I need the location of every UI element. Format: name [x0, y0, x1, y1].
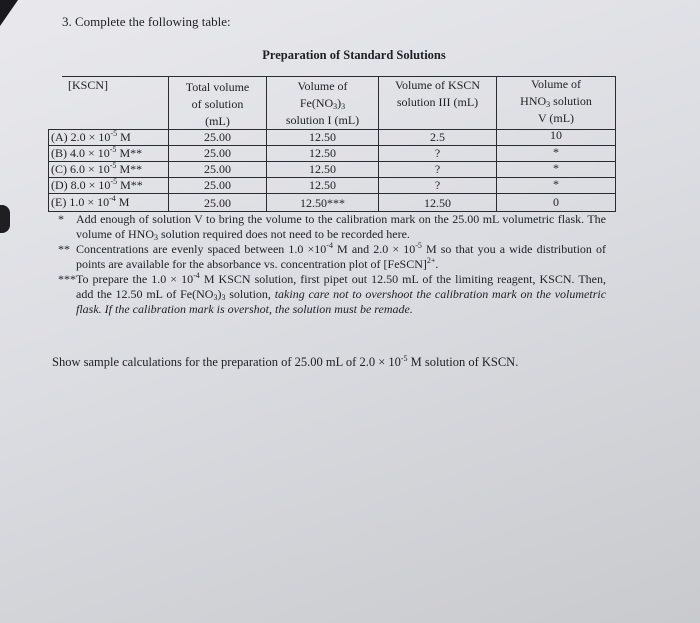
standard-solutions-table [48, 74, 616, 212]
table-footnotes [58, 212, 606, 317]
row-c-fe: 12.50 [309, 162, 336, 176]
row-e-label: (E) $1.0 \times 10^{-4}$ M [51, 194, 130, 209]
footnote-triple-asterisk: *** To prepare the $1.0 \times 10^{-4}$ M KSCN solution, first pipet out 12.50 mL of the limiting reagent, KSCN. Then, add the 12.50 mL of $Fe(NO_3)_3$ solution, taking care not to overshoot the calibration mark on the volumetric flask. If the calibration mark is overshot, the solution must be remade. [58, 271, 607, 316]
row-b-kscn: ? [434, 146, 441, 160]
row-a-fe: 12.50 [309, 130, 336, 144]
header-hno3-volume: Volume of $HNO_3$ solution V (mL) [520, 77, 592, 125]
row-c-total: 25.00 [204, 162, 231, 176]
row-d-kscn: ? [434, 178, 441, 192]
binder-corner [0, 0, 18, 26]
row-b-total: 25.00 [204, 146, 231, 160]
row-a-hno3: 10 [550, 128, 562, 142]
footnote-double-asterisk: ** Concentrations are evenly spaced between $1.0 \times 10^{-4}$ M and $2.0 \times 10^{-5}$ M so that you a wide distribution of points are available for the absorbance vs. concentration plot of [FeSCN]$^{2+}$. [58, 241, 606, 271]
header-kscn: [KSCN] [68, 78, 109, 92]
binder-clip [0, 205, 10, 233]
row-e-hno3: 0 [553, 195, 559, 209]
section-title: Preparation of Standard Solutions [262, 48, 446, 62]
header-kscn-volume: Volume of KSCN solution III (mL) [394, 78, 481, 109]
row-d-total: 25.00 [204, 178, 231, 192]
row-d-label: (D) $8.0 \times 10^{-5}$ M** [51, 177, 143, 192]
row-a-total: 25.00 [204, 130, 231, 144]
row-c-label: (C) $6.0 \times 10^{-5}$ M** [51, 161, 143, 176]
row-e-kscn: 12.50 [424, 196, 451, 210]
row-c-kscn: ? [434, 162, 441, 176]
row-a-label: (A) $2.0 \times 10^{-5}$ M [51, 129, 131, 144]
header-total-volume: Total volume of solution (mL) [185, 80, 250, 128]
row-b-label: (B) $4.0 \times 10^{-5}$ M** [51, 145, 143, 160]
row-b-hno3: * [553, 145, 559, 159]
row-b-fe: 12.50 [309, 146, 336, 160]
calculation-prompt: Show sample calculations for the preparation of 25.00 mL of $2.0 \times 10^{-5}$ M solution of KSCN. [52, 354, 519, 369]
row-c-hno3: * [553, 161, 559, 175]
header-fe-volume: Volume of $Fe(NO_3)_3$ solution I (mL) [285, 79, 360, 127]
row-d-hno3: * [553, 177, 559, 191]
row-d-fe: 12.50 [309, 178, 336, 192]
question-title: 3. Complete the following table: [62, 14, 231, 29]
row-a-kscn: 2.5 [430, 130, 445, 144]
footnote-single-asterisk: * Add enough of solution V to bring the volume to the calibration mark on the 25.00 mL volumetric flask. The volume of $HNO_3$ solution required does not need to be recorded here. [58, 212, 606, 242]
row-e-total: 25.00 [204, 196, 231, 210]
row-e-fe: 12.50*** [300, 196, 345, 210]
